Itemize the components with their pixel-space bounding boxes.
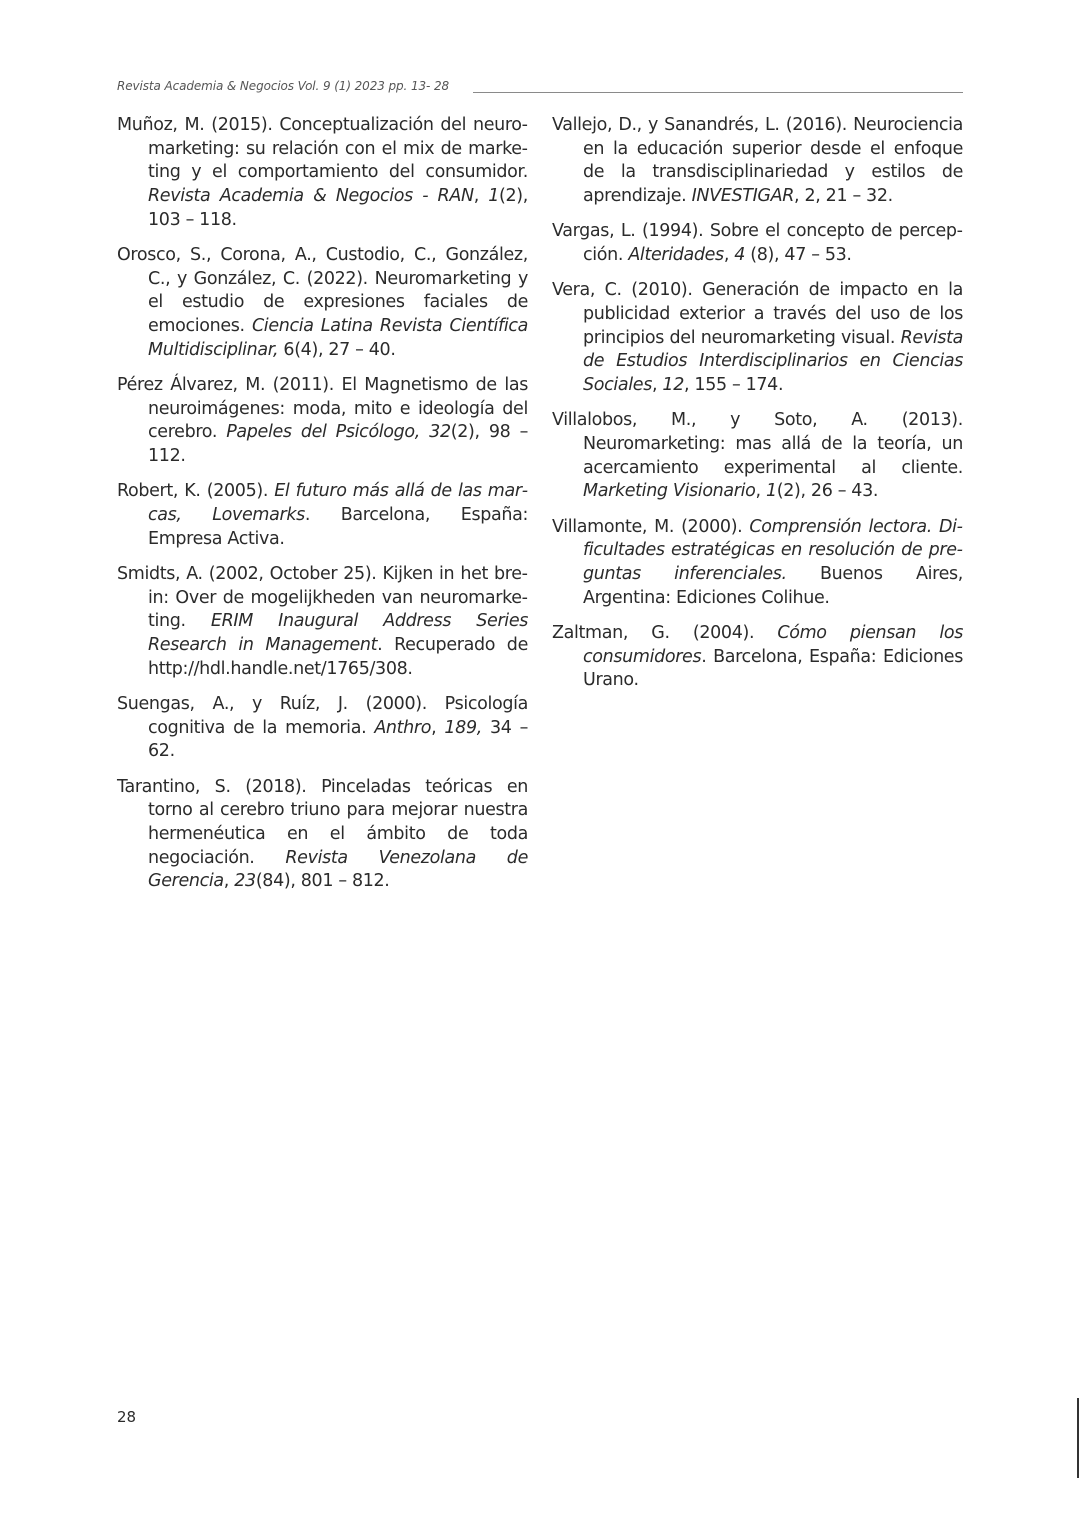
- reference-entry: [117, 776, 528, 895]
- running-title: Revista Academia & Negocios Vol. 9 (1) 2023 pp. 13- 28: [117, 78, 450, 93]
- reference-entry: [552, 516, 963, 611]
- reference-text: Vargas, L. (1994). Sobre el concepto de percepción.: [552, 221, 963, 266]
- reference-text: ,: [473, 186, 489, 207]
- reference-text: Muñoz, M. (2015). Conceptualización del neuromarketing: su relación con el mix de marketing y el comportamiento del consumidor.: [117, 115, 528, 183]
- reference-italic-text: ERIM Inaugural Address Series Research in Management: [148, 611, 529, 656]
- references-column-left: [117, 114, 528, 906]
- reference-text: (2), 98 – 112.: [148, 422, 528, 467]
- reference-italic-text: El futuro más allá de las marcas, Lovemarks: [148, 481, 529, 526]
- page-number: 28: [117, 1408, 137, 1426]
- reference-italic-text: Revista de Estudios Interdisciplinarios en Ciencias Sociales: [583, 327, 963, 396]
- reference-text: Suengas, A., y Ruíz, J. (2000). Psicología cognitiva de la memoria.: [117, 693, 528, 738]
- reference-text: , 2, 21 – 32.: [794, 186, 893, 207]
- reference-text: (84), 801 – 812.: [255, 871, 390, 892]
- header-rule: [473, 92, 963, 93]
- reference-text: Smidts, A. (2002, October 25). Kijken in het brein: Over de mogelijkheden van neuromarketing.: [117, 563, 528, 632]
- references-column-right: [552, 114, 963, 704]
- reference-entry: [552, 409, 963, 504]
- reference-text: ,: [651, 375, 663, 396]
- reference-entry: [117, 480, 528, 551]
- reference-text: ,: [755, 481, 766, 502]
- reference-italic-text: Ciencia Latina Revista Científica Multidisciplinar,: [148, 316, 528, 360]
- reference-italic-text: 12: [662, 375, 684, 396]
- reference-italic-text: 1: [765, 481, 777, 502]
- reference-text: ,: [431, 717, 445, 738]
- reference-entry: [117, 563, 528, 682]
- reference-text: Robert, K. (2005).: [117, 481, 275, 502]
- reference-text: Pérez Álvarez, M. (2011). El Magnetismo de las neuroimágenes: moda, mito e ideología del cerebro.: [117, 375, 528, 443]
- reference-text: (8), 47 – 53.: [745, 245, 852, 266]
- reference-italic-text: 23: [234, 871, 256, 892]
- reference-text: Tarantino, S. (2018). Pinceladas teóricas en torno al cerebro triuno para mejorar nuestra hermenéutica en el ámbito de toda negociación.: [117, 776, 528, 868]
- reference-text: Vallejo, D., y Sanandrés, L. (2016). Neurociencia en la educación superior desde el enfoque de la transdisciplinariedad y estilos de aprendizaje.: [552, 115, 963, 207]
- reference-entry: [552, 114, 963, 209]
- reference-text: , 155 – 174.: [684, 375, 784, 396]
- reference-italic-text: Revista Venezolana de Gerencia: [148, 847, 528, 892]
- reference-text: ,: [723, 245, 735, 266]
- reference-text: (2), 103 – 118.: [148, 186, 528, 230]
- reference-text: . Recuperado de http://hdl.handle.net/1765/308.: [148, 635, 528, 679]
- reference-text: Buenos Aires, Argentina: Ediciones Colihue.: [583, 563, 963, 608]
- reference-italic-text: Revista Academia & Negocios - RAN: [148, 186, 474, 207]
- reference-italic-text: 1: [488, 186, 500, 207]
- reference-italic-text: INVESTIGAR: [691, 186, 795, 207]
- reference-entry: [552, 220, 963, 267]
- reference-entry: [117, 114, 528, 233]
- reference-italic-text: Cómo piensan los consumidores: [583, 622, 963, 667]
- reference-text: Villalobos, M., y Soto, A. (2013). Neuromarketing: mas allá de la teoría, un acercamiento experimental al cliente.: [552, 410, 963, 478]
- page-edge-mark: [1077, 1398, 1079, 1478]
- reference-italic-text: Papeles del Psicólogo, 32: [226, 422, 451, 443]
- reference-italic-text: Alteridades: [628, 245, 724, 266]
- running-header: [117, 78, 963, 93]
- reference-entry: [552, 279, 963, 398]
- reference-text: Orosco, S., Corona, A., Custodio, C., González, C., y González, C. (2022). Neuromarketing y el estudio de expresiones faciales de emociones.: [117, 245, 528, 337]
- reference-text: Villamonte, M. (2000).: [552, 516, 750, 537]
- reference-text: . Barcelona, España: Empresa Activa.: [148, 505, 528, 549]
- reference-text: Zaltman, G. (2004).: [552, 622, 778, 643]
- reference-italic-text: Anthro: [374, 717, 432, 738]
- reference-entry: [117, 693, 528, 764]
- reference-text: Vera, C. (2010). Generación de impacto en la publicidad exterior a través del uso de los principios del neuromarketing visual.: [552, 280, 963, 348]
- reference-text: 6(4), 27 – 40.: [278, 339, 396, 360]
- reference-text: (2), 26 – 43.: [776, 481, 879, 502]
- reference-text: ,: [223, 871, 235, 892]
- reference-italic-text: Marketing Visionario: [583, 481, 756, 502]
- reference-italic-text: 189,: [444, 717, 482, 738]
- reference-text: . Barcelona, España: Ediciones Urano.: [583, 646, 963, 691]
- reference-text: 34 – 62.: [148, 717, 528, 762]
- reference-italic-text: Comprensión lectora. Dificultades estratégicas en resolución de preguntas inferenciales.: [583, 516, 963, 584]
- reference-entry: [552, 622, 963, 693]
- reference-italic-text: 4: [734, 245, 746, 266]
- reference-entry: [117, 244, 528, 363]
- reference-entry: [117, 374, 528, 469]
